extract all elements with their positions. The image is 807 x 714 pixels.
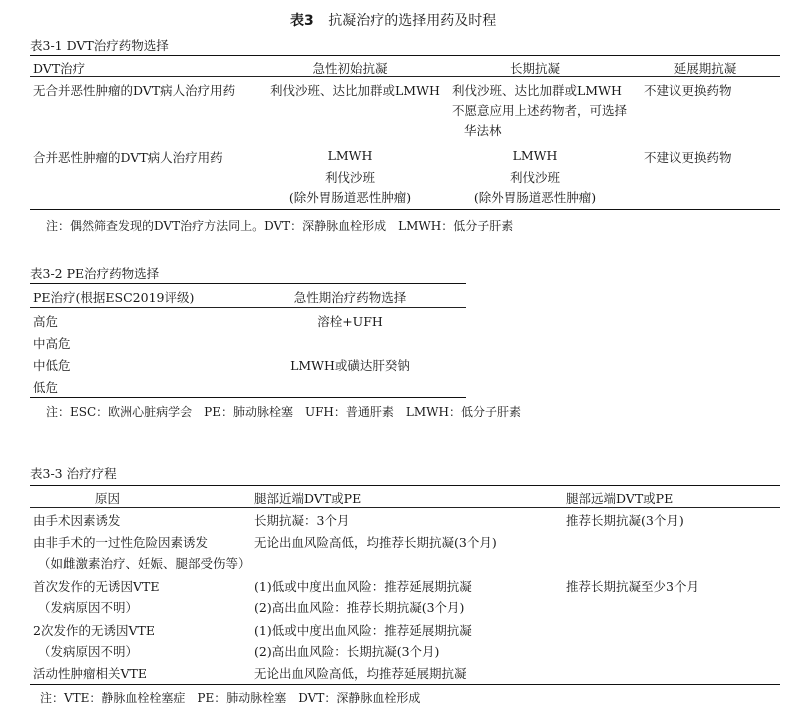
table33-caption: 表3-3 治疗疗程 — [30, 466, 117, 481]
table33-top-rule — [30, 485, 780, 486]
t31-row2-label: 合并恶性肿瘤的DVT病人治疗用药 — [33, 150, 223, 165]
t33-row4-cause-line2: （发病原因不明） — [38, 644, 139, 659]
table32-bottom-rule — [30, 397, 466, 398]
t31-row2-long-line1: LMWH — [512, 148, 558, 163]
t31-header-long: 长期抗凝 — [509, 61, 560, 76]
t33-row5-proximal: 无论出血风险高低，均推荐延展期抗凝 — [254, 666, 467, 681]
t31-note: 注：偶然筛查发现的DVT治疗方法同上。DVT：深静脉血栓形成 LMWH：低分子肝素 — [46, 219, 514, 233]
t33-row4-proximal-line2: (2)高出血风险：长期抗凝(3个月) — [254, 644, 440, 659]
table33-bottom-rule — [30, 684, 780, 685]
t33-row3-distal: 推荐长期抗凝至少3个月 — [566, 579, 699, 594]
t31-row1-long-line3: 华法林 — [464, 123, 502, 138]
t32-note: 注：ESC：欧洲心脏病学会 PE：肺动脉栓塞 UFH：普通肝素 LMWH：低分子肝素 — [46, 405, 521, 419]
t32-row1-drug: 溶栓+UFH — [317, 314, 383, 329]
t33-header-distal: 腿部远端DVT或PE — [566, 491, 674, 506]
t32-header-pe: PE治疗(根据ESC2019评级) — [33, 290, 195, 305]
t33-row4-proximal-line1: (1)低或中度出血风险：推荐延展期抗凝 — [254, 623, 472, 638]
table31-caption: 表3-1 DVT治疗药物选择 — [30, 38, 169, 53]
t31-row2-long-line2: 利伐沙班 — [509, 170, 560, 185]
t33-row2-proximal: 无论出血风险高低，均推荐长期抗凝(3个月) — [254, 535, 497, 550]
t31-header-dvt: DVT治疗 — [33, 61, 86, 76]
t31-row2-acute-line1: LMWH — [327, 148, 373, 163]
t31-row1-label: 无合并恶性肿瘤的DVT病人治疗用药 — [33, 83, 236, 98]
t33-row3-proximal-line1: (1)低或中度出血风险：推荐延展期抗凝 — [254, 579, 472, 594]
table32-caption: 表3-2 PE治疗药物选择 — [30, 266, 160, 281]
table-label: 表3 — [290, 13, 314, 29]
table31-bottom-rule — [30, 209, 780, 210]
table31-header-rule — [30, 76, 780, 77]
t31-header-extended: 延展期抗凝 — [673, 61, 737, 76]
t32-row3-drug: LMWH或磺达肝癸钠 — [290, 358, 410, 373]
t33-row3-proximal-line2: (2)高出血风险：推荐长期抗凝(3个月) — [254, 600, 465, 615]
t31-row2-long-line3: (除外胃肠道恶性肿瘤) — [473, 190, 597, 205]
t32-row3-risk: 中低危 — [33, 358, 71, 373]
page-title — [290, 10, 496, 30]
t33-note: 注：VTE：静脉血栓栓塞症 PE：肺动脉栓塞 DVT：深静脉血栓形成 — [40, 691, 421, 705]
t32-header-acute: 急性期治疗药物选择 — [293, 290, 407, 305]
t32-row2-risk: 中高危 — [33, 336, 71, 351]
t33-row4-cause-line1: 2次发作的无诱因VTE — [33, 623, 155, 638]
t33-header-proximal: 腿部近端DVT或PE — [254, 491, 362, 506]
t31-row1-extended: 不建议更换药物 — [644, 83, 732, 98]
table31-top-rule — [30, 55, 780, 56]
t33-row2-cause-line2: （如雌激素治疗、妊娠、腿部受伤等） — [38, 556, 251, 571]
t33-row1-cause: 由手术因素诱发 — [33, 513, 121, 528]
t32-row4-risk: 低危 — [33, 380, 59, 395]
t31-row1-long-line1: 利伐沙班、达比加群或LMWH — [452, 83, 622, 98]
table33-header-rule — [30, 507, 780, 508]
table32-header-rule — [30, 307, 466, 308]
table-title-text: 抗凝治疗的选择用药及时程 — [328, 13, 497, 29]
t33-row1-proximal: 长期抗凝：3个月 — [254, 513, 350, 528]
t33-row1-distal: 推荐长期抗凝(3个月) — [566, 513, 684, 528]
t31-row2-acute-line2: 利伐沙班 — [324, 170, 375, 185]
t33-row3-cause-line1: 首次发作的无诱因VTE — [33, 579, 160, 594]
t31-row2-extended: 不建议更换药物 — [644, 150, 732, 165]
t33-header-cause: 原因 — [95, 491, 121, 506]
t32-row1-risk: 高危 — [33, 314, 59, 329]
t31-header-acute: 急性初始抗凝 — [312, 61, 388, 76]
table32-top-rule — [30, 283, 466, 284]
t31-row2-acute-line3: (除外胃肠道恶性肿瘤) — [288, 190, 412, 205]
t33-row2-cause-line1: 由非手术的一过性危险因素诱发 — [33, 535, 209, 550]
t33-row3-cause-line2: （发病原因不明） — [38, 600, 139, 615]
t31-row1-long-line2: 不愿意应用上述药物者，可选择 — [452, 103, 628, 118]
t31-row1-acute: 利伐沙班、达比加群或LMWH — [270, 83, 440, 98]
t33-row5-cause: 活动性肿瘤相关VTE — [33, 666, 147, 681]
